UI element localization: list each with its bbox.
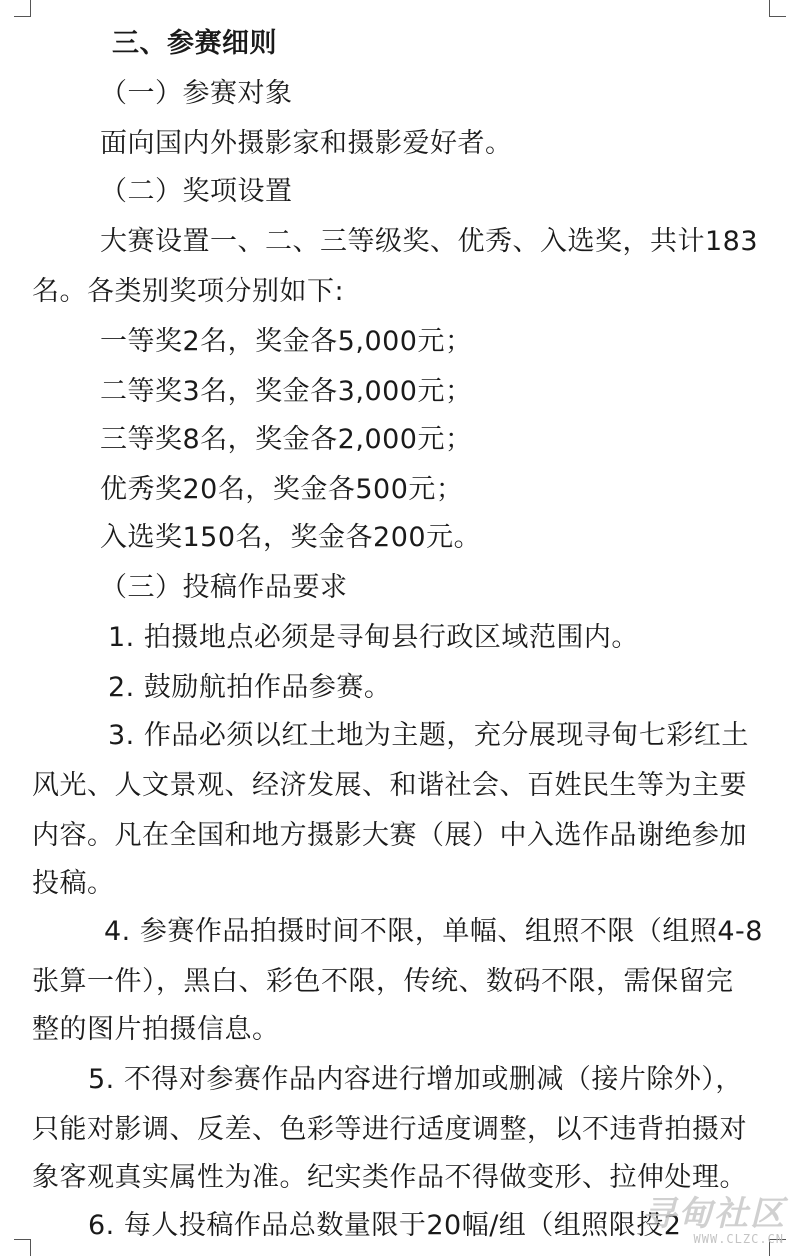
requirement-item-3-line: 投稿。 — [32, 868, 115, 899]
page-corner-mark — [14, 0, 31, 17]
requirement-item-3-line: 3. 作品必须以红土地为主题，充分展现寻甸七彩红土 — [108, 720, 749, 751]
requirement-item-1: 1. 拍摄地点必须是寻甸县行政区域范围内。 — [108, 622, 639, 653]
section3-title: （三）投稿作品要求 — [100, 572, 348, 603]
requirement-item-4-line: 4. 参赛作品拍摄时间不限，单幅、组照不限（组照4-8 — [104, 916, 763, 947]
requirement-item-6: 6. 每人投稿作品总数量限于20幅/组（组照限投2 — [88, 1210, 682, 1241]
requirement-item-5-line: 象客观真实属性为准。纪实类作品不得做变形、拉伸处理。 — [32, 1162, 747, 1193]
site-watermark — [642, 1186, 790, 1248]
requirement-item-3-line: 内容。凡在全国和地方摄影大赛（展）中入选作品谢绝参加 — [32, 820, 747, 851]
requirement-item-4-line: 张算一件），黑白、彩色不限，传统、数码不限，需保留完 — [32, 966, 734, 997]
section-heading: 三、参赛细则 — [112, 28, 277, 59]
section1-body: 面向国内外摄影家和摄影爱好者。 — [100, 128, 513, 159]
section1-title: （一）参赛对象 — [100, 78, 293, 109]
prize-line: 二等奖3名，奖金各3,000元； — [100, 376, 473, 407]
prize-line: 一等奖2名，奖金各5,000元； — [100, 326, 473, 357]
section2-title: （二）奖项设置 — [100, 176, 293, 207]
requirement-item-2: 2. 鼓励航拍作品参赛。 — [108, 672, 392, 703]
page-corner-mark — [14, 1239, 31, 1256]
prize-line: 入选奖150名，奖金各200元。 — [100, 522, 482, 553]
requirement-item-4-line: 整的图片拍摄信息。 — [32, 1014, 280, 1045]
requirement-item-5-line: 5. 不得对参赛作品内容进行增加或删减（接片除外）， — [88, 1064, 743, 1095]
section2-intro-line1: 大赛设置一、二、三等级奖、优秀、入选奖，共计183 — [100, 226, 759, 257]
requirement-item-3-line: 风光、人文景观、经济发展、和谐社会、百姓民生等为主要 — [32, 770, 747, 801]
requirement-item-5-line: 只能对影调、反差、色彩等进行适度调整，以不违背拍摄对 — [32, 1114, 747, 1145]
prize-line: 优秀奖20名，奖金各500元； — [100, 474, 464, 505]
page-corner-mark — [769, 0, 786, 17]
prize-line: 三等奖8名，奖金各2,000元； — [100, 424, 473, 455]
watermark-url: WWW.CLZC.CN — [693, 1232, 784, 1246]
section2-intro-line2: 名。各类别奖项分别如下: — [32, 276, 345, 307]
watermark-logo-text: 寻甸社区 — [642, 1194, 786, 1234]
